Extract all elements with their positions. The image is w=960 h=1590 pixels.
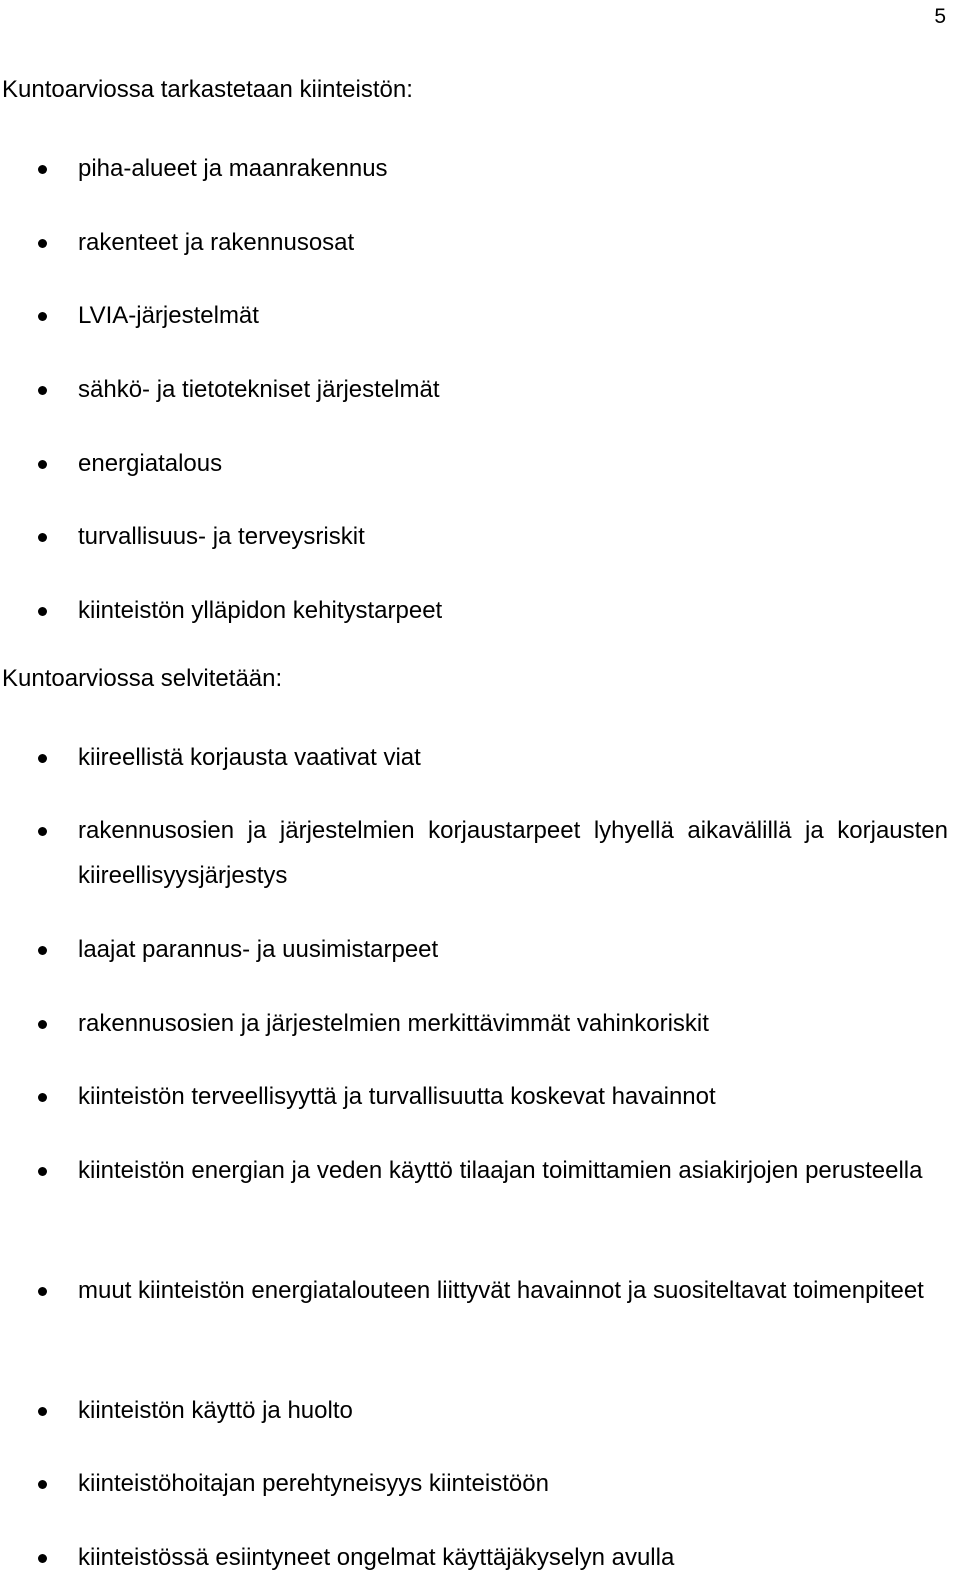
bullet-icon [38, 1407, 47, 1416]
list-item-text: kiinteistössä esiintyneet ongelmat käyttäjäkyselyn avulla [78, 1544, 675, 1571]
bullet-icon [38, 386, 47, 395]
bullet-icon [38, 607, 47, 616]
list-item-text: kiinteistön ylläpidon kehitystarpeet [78, 597, 443, 624]
bullet-icon [38, 1167, 47, 1176]
bullet-icon [38, 1093, 47, 1102]
list-item-text: laajat parannus- ja uusimistarpeet [78, 936, 439, 963]
list-item-text: sähkö- ja tietotekniset järjestelmät [78, 376, 440, 403]
bullet-icon [38, 946, 47, 955]
list-item-text: rakenteet ja rakennusosat [78, 229, 355, 256]
list-item-text: energiatalous [78, 450, 223, 477]
list-item-text: kiinteistön terveellisyyttä ja turvallisuutta koskevat havainnot [78, 1083, 716, 1110]
list-item-text: turvallisuus- ja terveysriskit [78, 523, 365, 550]
list-item-text: kiinteistöhoitajan perehtyneisyys kiinteistöön [78, 1470, 549, 1497]
list-item-text: LVIA-järjestelmät [78, 302, 259, 329]
bullet-icon [38, 460, 47, 469]
bullet-icon [38, 312, 47, 321]
list-item-text: piha-alueet ja maanrakennus [78, 155, 388, 182]
section-heading-investigated: Kuntoarviossa selvitetään: [2, 665, 283, 692]
bullet-icon [38, 1287, 47, 1296]
bullet-icon [38, 754, 47, 763]
page-number: 5 [934, 5, 946, 28]
list-item-text: rakennusosien ja järjestelmien korjaustarpeet lyhyellä aikavälillä ja korjausten kiireellisyysjärjestys [78, 817, 948, 889]
bullet-icon [38, 1020, 47, 1029]
bullet-icon [38, 533, 47, 542]
bullet-icon [38, 1480, 47, 1489]
bullet-icon [38, 165, 47, 174]
bullet-icon [38, 827, 47, 836]
bullet-icon [38, 239, 47, 248]
list-item-text: kiinteistön energian ja veden käyttö tilaajan toimittamien asiakirjojen perusteella [78, 1157, 923, 1184]
section-heading-inspected: Kuntoarviossa tarkastetaan kiinteistön: [2, 76, 413, 103]
list-item-text: muut kiinteistön energiatalouteen liittyvät havainnot ja suositeltavat toimenpiteet [78, 1277, 924, 1304]
list-item-text: rakennusosien ja järjestelmien merkittävimmät vahinkoriskit [78, 1010, 709, 1037]
list-item-text: kiireellistä korjausta vaativat viat [78, 744, 421, 771]
list-item-text: kiinteistön käyttö ja huolto [78, 1397, 353, 1424]
bullet-icon [38, 1554, 47, 1563]
